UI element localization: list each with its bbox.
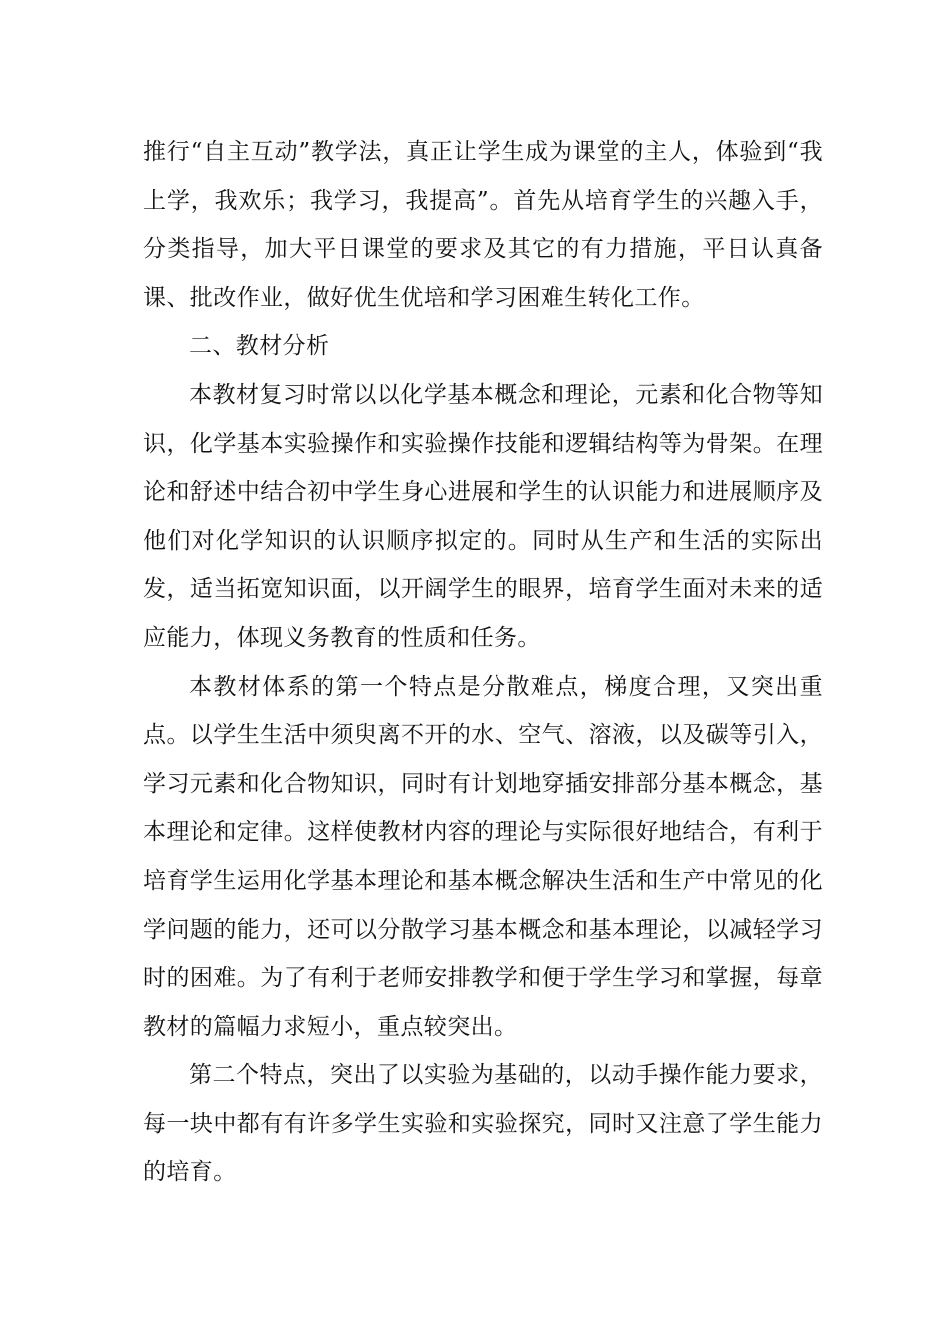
paragraph: 本教材体系的第一个特点是分散难点，梯度合理，又突出重点。以学生生活中须臾离不开的水、空气、溶液，以及碳等引入，学习元素和化合物知识，同时有计划地穿插安排部分基本概念，基本理论和定律。这样使教材内容的理论与实际很好地结合，有利于培育学生运用化学基本理论和基本概念解决生活和生产中常见的化学问题的能力，还可以分散学习基本概念和基本理论，以减轻学习时的困难。为了有利于老师安排教学和便于学生学习和掌握，每章教材的篇幅力求短小，重点较突出。 <box>143 673 823 1040</box>
section-heading: 二、教材分析 <box>189 333 330 360</box>
paragraph-continuation: 推行“自主互动”教学法，真正让学生成为课堂的主人，体验到“我上学，我欢乐；我学习，我提高”。首先从培育学生的兴趣入手，分类指导，加大平日课堂的要求及其它的有力措施，平日认真备课、批改作业，做好优生优培和学习困难生转化工作。 <box>143 139 823 311</box>
paragraph: 第二个特点，突出了以实验为基础的，以动手操作能力要求，每一块中都有有许多学生实验和实验探究，同时又注意了学生能力的培育。 <box>143 1062 823 1186</box>
document-body <box>143 128 823 1197</box>
paragraph: 本教材复习时常以以化学基本概念和理论，元素和化合物等知识，化学基本实验操作和实验操作技能和逻辑结构等为骨架。在理论和舒述中结合初中学生身心进展和学生的认识能力和进展顺序及他们对化学知识的认识顺序拟定的。同时从生产和生活的实际出发，适当拓宽知识面，以开阔学生的眼界，培育学生面对未来的适应能力，体现义务教育的性质和任务。 <box>143 381 823 651</box>
